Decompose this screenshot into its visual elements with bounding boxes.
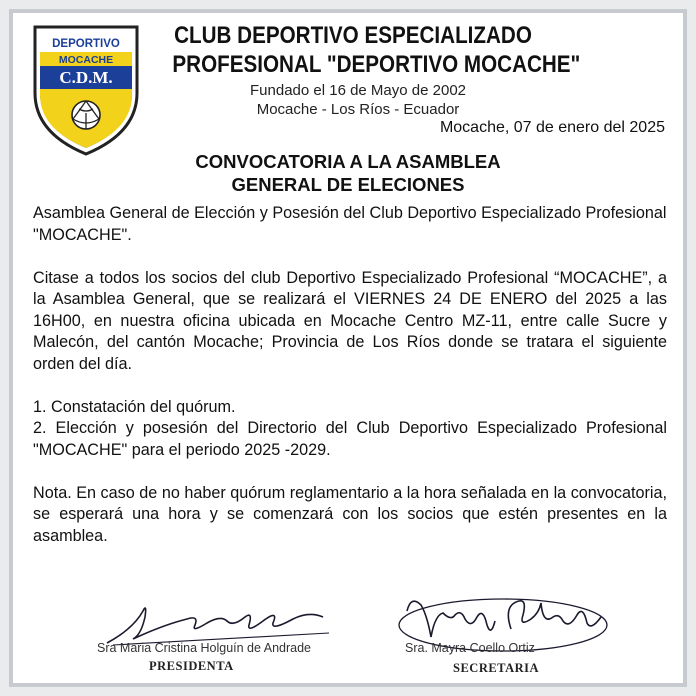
document-page [13,13,683,683]
club-title-line1: CLUB DEPORTIVO ESPECIALIZADO [174,22,532,49]
presidenta-role: PRESIDENTA [149,659,234,673]
location: Mocache - Los Ríos - Ecuador [256,101,460,118]
document-body [33,203,667,547]
citation-paragraph: Citase a todos los socios del club Deportivo Especializado Profesional “MOCACHE”, a la Asamblea General, que se realizará el VIERNES 24 DE ENERO del 2025 a las 16H00, en nuestra oficina ubicada en Mocache Centro MZ-11, entre calle Sucre y Malecón, del cantón Mocache; Provincia de Los Ríos donde se tratara el siguiente orden del día. [33,268,667,373]
logo-initials: C.D.M. [59,68,113,87]
logo-middle-text: MOCACHE [58,54,114,66]
secretaria-role: SECRETARIA [453,661,540,675]
agenda-item: 1. Constatación del quórum. [33,397,236,416]
convocatoria-title [13,150,683,196]
secretaria-name: Sra. Mayra Coello Ortiz [405,641,535,655]
soccer-ball-icon [72,101,100,129]
note-paragraph: Nota. En caso de no haber quórum reglamentario a la hora señalada en la convocatoria, se esperará una hora y se comenzará con los socios que estén presentes en la asamblea. [33,483,667,545]
convocatoria-title-line2: GENERAL DE ELECIONES [231,174,465,195]
agenda-item: 2. Elección y posesión del Directorio del Club Deportivo Especializado Profesional "MOCACHE" para el periodo 2025 -2029. [33,419,667,459]
club-logo [27,23,145,158]
signatures-area [13,579,683,683]
club-title [172,21,581,79]
club-title-line2: PROFESIONAL "DEPORTIVO MOCACHE" [172,51,581,78]
founded-date: Fundado el 16 de Mayo de 2002 [250,82,466,99]
presidenta-name: Sra Maria Cristina Holguín de Andrade [97,641,312,655]
intro-paragraph: Asamblea General de Elección y Posesión del Club Deportivo Especializado Profesional "MOCACHE". [33,204,667,244]
document-date: Mocache, 07 de enero del 2025 [439,119,665,136]
convocatoria-title-line1: CONVOCATORIA A LA ASAMBLEA [195,151,501,172]
logo-top-text: DEPORTIVO [52,38,120,50]
